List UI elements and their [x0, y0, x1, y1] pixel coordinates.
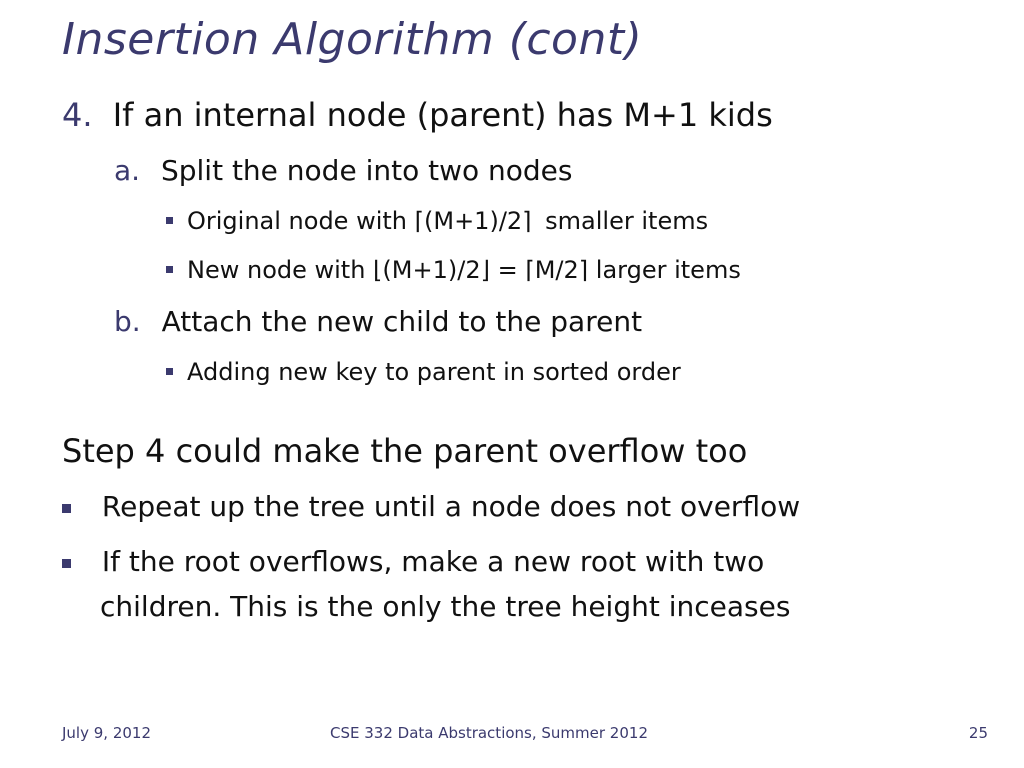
square-bullet-icon [62, 559, 71, 568]
bullet-suffix: larger items [588, 256, 741, 284]
floor-left-symbol: ⌊ [373, 256, 383, 284]
bullet-adding-key [166, 358, 681, 386]
square-bullet-icon [166, 266, 173, 273]
sub-item-b [114, 305, 642, 338]
bullet-text: If the root overflows, make a new root with two [101, 545, 765, 578]
square-bullet-icon [166, 217, 173, 224]
sub-item-a-text: Split the node into two nodes [160, 154, 573, 187]
overflow-heading: Step 4 could make the parent overflow too [62, 432, 748, 470]
footer-date: July 9, 2012 [62, 724, 151, 742]
slide-title: Insertion Algorithm (cont) [62, 14, 643, 65]
math-expression: (M+1)/2 [424, 207, 523, 235]
equals-sign: = [489, 256, 526, 284]
step-4-text: If an internal node (parent) has M+1 kids [112, 96, 773, 134]
square-bullet-icon [166, 368, 173, 375]
step-4-line [62, 96, 773, 134]
ceiling-left-symbol: ⌈ [525, 256, 535, 284]
bullet-root-overflow [62, 545, 764, 578]
footer-page-number: 25 [968, 724, 988, 742]
ceiling-right-symbol: ⌉ [578, 256, 589, 284]
footer-course: CSE 332 Data Abstractions, Summer 2012 [330, 724, 648, 742]
bullet-text: Repeat up the tree until a node does not overflow [101, 490, 801, 523]
bullet-suffix: smaller items [537, 207, 709, 235]
ceiling-right-symbol: ⌉ [522, 207, 532, 235]
sub-item-b-letter: b. [114, 305, 141, 338]
bullet-prefix: Original node with [187, 207, 415, 235]
bullet-prefix: New node with [187, 256, 374, 284]
bullet-original-node [166, 207, 708, 235]
bullet-new-node [166, 256, 741, 284]
math-expression: (M+1)/2 [382, 256, 481, 284]
sub-item-a-letter: a. [114, 154, 141, 187]
bullet-repeat-up [62, 490, 800, 523]
floor-right-symbol: ⌋ [480, 256, 490, 284]
ceiling-left-symbol: ⌈ [414, 207, 424, 235]
bullet-root-overflow-continued: children. This is the only the tree height inceases [100, 590, 791, 623]
bullet-text: Adding new key to parent in sorted order [187, 358, 681, 386]
step-4-number: 4. [62, 96, 93, 134]
math-expression: M/2 [534, 256, 579, 284]
sub-item-b-text: Attach the new child to the parent [161, 305, 643, 338]
sub-item-a [114, 154, 573, 187]
square-bullet-icon [62, 504, 71, 513]
